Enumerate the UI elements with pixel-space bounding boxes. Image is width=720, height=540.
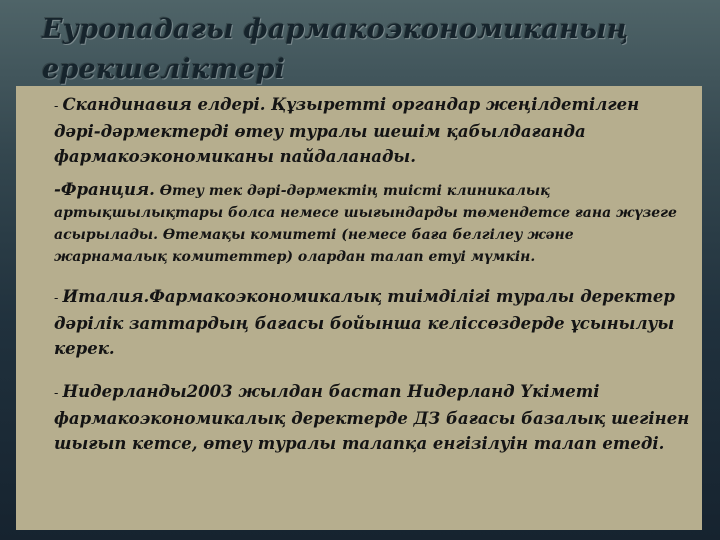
paragraph-lead: -Франция. [54, 180, 155, 199]
content-box [16, 86, 702, 530]
bullet-dash: - [54, 291, 63, 306]
paragraph-text: Италия.Фармакоэкономикалық тиімділігі туралы деректер дәрілік заттардың бағасы бойынша келіссөздерде ұсынылуы керек. [54, 287, 675, 358]
paragraph-netherlands [54, 379, 690, 456]
bullet-dash: - [54, 99, 63, 114]
paragraph-italy [54, 284, 690, 361]
bullet-dash: - [54, 386, 63, 401]
slide-title: Еуропадағы фармакоэкономиканың ерекшеліктері [42, 14, 629, 85]
paragraph-scandinavia [54, 92, 690, 169]
paragraph-france [54, 179, 690, 268]
paragraph-text: Өтеу тек дәрі-дәрмектің тиісті клиникалық артықшылықтары болса немесе шығындарды төмендетсе ғана жүзеге асырылады. Өтемақы комитеті (немесе баға белгілеу және жарнамалық комитеттер) олардан талап етуі мүмкін. [54, 183, 677, 265]
paragraph-text: Нидерланды2003 жылдан бастап Нидерланд Үкіметі фармакоэкономикалық деректерде ДЗ бағасы базалық шегінен шығып кетсе, өтеу туралы талапқа енгізілуін талап етеді. [54, 382, 690, 453]
paragraph-text: Скандинавия елдері. Құзыретті органдар жеңілдетілген дәрі-дәрмектерді өтеу туралы шешім қабылдағанда фармакоэкономиканы пайдаланады. [54, 95, 640, 166]
